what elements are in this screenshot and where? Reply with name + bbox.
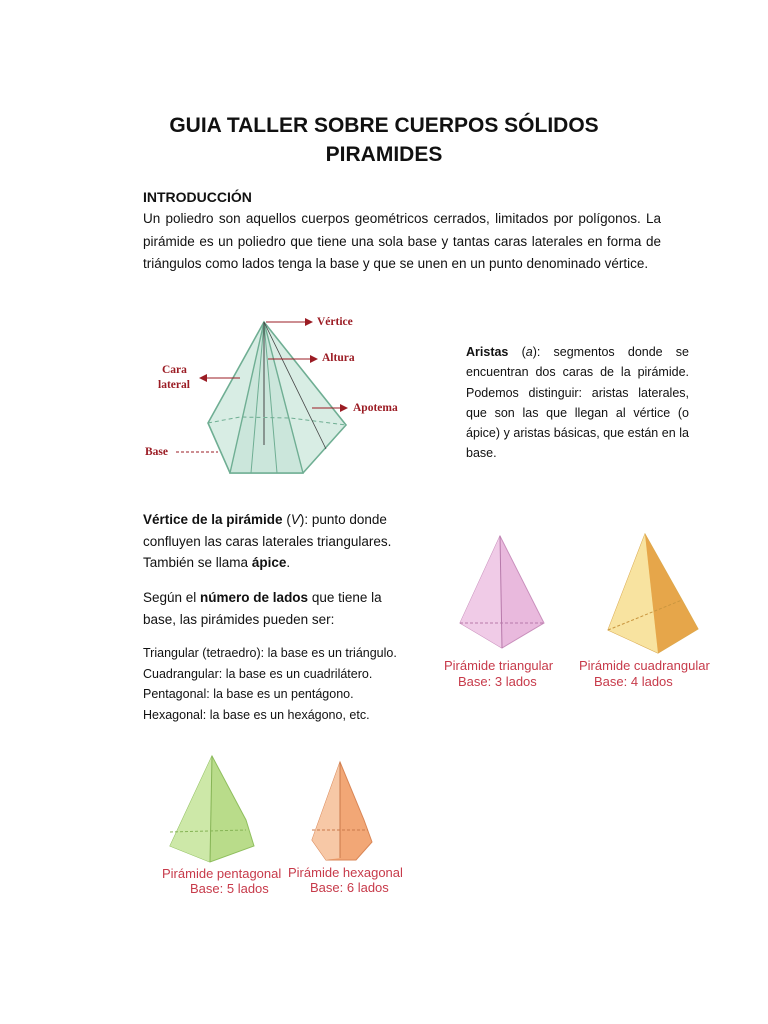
vertice-symbol: V — [290, 512, 300, 527]
list-item: Cuadrangular: la base es un cuadrilátero. — [143, 666, 373, 681]
caption-cuadrangular: Pirámide cuadrangular — [579, 658, 710, 673]
label-cara: Cara — [162, 364, 187, 376]
caption-hexagonal: Pirámide hexagonal — [288, 865, 403, 880]
pyramid-types-list — [143, 643, 397, 725]
cuadrangular-pyramid-figure — [608, 534, 698, 653]
page-title: GUIA TALLER SOBRE CUERPOS SÓLIDOS — [169, 114, 599, 137]
caption-hexagonal-base: Base: 6 lados — [310, 880, 389, 895]
label-apotema: Apotema — [353, 402, 398, 414]
pyramids-triangular-cuadrangular — [440, 530, 730, 695]
list-item: Triangular (tetraedro): la base es un triángulo. — [143, 646, 397, 660]
caption-cuadrangular-base: Base: 4 lados — [594, 674, 673, 689]
list-item: Pentagonal: la base es un pentágono. — [143, 687, 354, 701]
numero-lados-term: número de lados — [200, 590, 309, 605]
aristas-definition: Aristas (a): segmentos donde se encuentran dos caras de la pirámide. Podemos distinguir: aristas laterales, que son las que llegan al vértice (o ápice) y aristas básicas, que están en la base. — [466, 345, 690, 461]
hexagonal-pyramid-shape — [208, 322, 346, 473]
pyramids-pentagonal-hexagonal — [150, 750, 410, 900]
triangular-pyramid-figure — [460, 536, 544, 648]
aristas-term: Aristas — [466, 345, 509, 359]
apice-term: ápice — [251, 555, 287, 570]
label-lateral: lateral — [158, 379, 190, 391]
label-altura: Altura — [322, 352, 355, 364]
pyramid-parts-diagram — [140, 305, 410, 490]
caption-pentagonal-base: Base: 5 lados — [190, 881, 269, 896]
pentagonal-pyramid-figure — [170, 756, 254, 862]
hexagonal-pyramid-figure — [312, 762, 372, 860]
caption-triangular-base: Base: 3 lados — [458, 674, 537, 689]
aristas-symbol: a — [525, 345, 533, 359]
vertice-definition: Vértice de la pirámide (V): punto donde confluyen las caras laterales triangulares. También se llama ápice. — [143, 512, 392, 570]
vertice-term: Vértice de la pirámide — [143, 512, 283, 527]
classification-intro: Según el número de lados que tiene la base, las pirámides pueden ser: — [143, 590, 382, 627]
intro-heading: INTRODUCCIÓN — [143, 189, 252, 205]
vertice-text: ): punto donde confluyen las caras laterales triangulares. También se llama — [143, 512, 392, 570]
aristas-text: : segmentos donde se encuentran dos caras de la pirámide. Podemos distinguir: aristas laterales, que son las que llegan al vértice (o ápice) y aristas básicas, que están en la base. — [466, 345, 690, 461]
list-item: Hexagonal: la base es un hexágono, etc. — [143, 707, 370, 722]
label-base: Base — [145, 446, 168, 458]
caption-pentagonal: Pirámide pentagonal — [162, 866, 282, 881]
label-vertice: Vértice — [317, 316, 353, 328]
intro-paragraph: Un poliedro son aquellos cuerpos geométricos cerrados, limitados por polígonos. La pirámide es un poliedro que tiene una sola base y tantas caras laterales en forma de triángulos como lados tenga la base y que se unen en un punto denominado vértice. — [143, 211, 661, 271]
caption-triangular: Pirámide triangular — [444, 658, 554, 673]
page-subtitle: PIRAMIDES — [325, 143, 443, 166]
